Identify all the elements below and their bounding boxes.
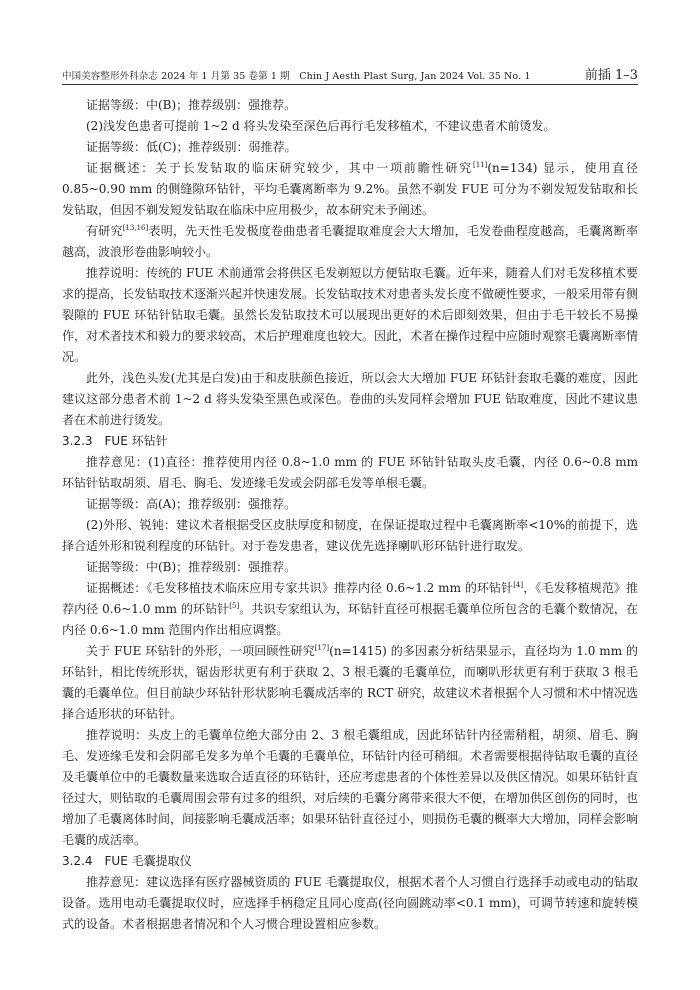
evidence-summary-paragraph (62, 578, 638, 641)
section-heading: 3.2.3 FUE 环钻针 (62, 434, 168, 448)
text-run: (n=1415) 的多因素分析结果显示，直径均为 1.0 mm 的环钻针，相比传统形状，锯齿形状更有利于获取 2、3 根毛囊的毛囊单位，而喇叭形状更有利于获取 3 根毛囊的毛囊单位。但目前缺少环钻针形状影响毛囊成活率的 RCT 研究，故建议术者根据个人习惯和术中情况选择合适形状的环钻针。 (62, 644, 638, 721)
text-run: 证据概述：《毛发移植技术临床应用专家共识》推荐内径 0.6~1.2 mm 的环钻针 (86, 581, 514, 595)
body-paragraph: 此外，浅色头发(尤其是白发)由于和皮肤颜色接近，所以会大大增加 FUE 环钻针套取毛囊的难度，因此建议这部分患者术前 1~2 d 将头发染至黑色或深色。卷曲的头发同样会增加 FUE 钻取难度，因此不建议患者在术前进行烫发。 (62, 371, 638, 427)
header-rule (62, 84, 638, 85)
evidence-summary-paragraph (62, 158, 638, 221)
citation-ref: [17] (314, 644, 330, 652)
text-run: 关于 FUE 环钻针的外形，一项回顾性研究 (86, 644, 315, 658)
running-header (62, 64, 638, 83)
text-run: 。共识专家组认为，环钻针直径可根据毛囊单位所包含的毛囊个数情况，在内径 0.6~1.0 mm 范围内作出相应调整。 (62, 602, 638, 637)
body-paragraph (62, 641, 638, 725)
citation-ref: [13,16] (122, 224, 149, 232)
text-run: 有研究 (86, 224, 123, 238)
body-paragraph (62, 221, 638, 263)
citation-ref: [5] (229, 602, 240, 610)
text-run: ，《毛发移植规范》推荐内径 0.6~1.0 mm 的环钻针 (62, 581, 638, 616)
text-run: 证据概述：关于长发钻取的临床研究较少，其中一项前瞻性研究 (86, 161, 473, 175)
recommendation-paragraph: 推荐意见：(1)直径：推荐使用内径 0.8~1.0 mm 的 FUE 环钻针钻取头皮毛囊，内径 0.6~0.8 mm 环钻针钻取胡须、眉毛、胸毛、发迹缘毛发或会阴部毛发等单根毛囊。 (62, 455, 638, 490)
evidence-level-paragraph: 证据等级：中(B)；推荐级别：强推荐。 (86, 98, 297, 112)
text-run: (n=134) 显示，使用直径 0.85~0.90 mm 的侧缝隙环钻针，平均毛囊离断率为 9.2%。虽然不剃发 FUE 可分为不剃发短发钻取和长发钻取，但因不剃发短发钻取在临床中应用极少，故本研究未予阐述。 (62, 161, 638, 217)
evidence-level-paragraph: 证据等级：高(A)；推荐级别：强推荐。 (86, 497, 297, 511)
page-label: 前插 1–3 (584, 68, 638, 83)
recommendation-paragraph: 推荐意见：建议选择有医疗器械资质的 FUE 毛囊提取仪，根据术者个人习惯自行选择手动或电动的钻取设备。选用电动毛囊提取仪时，应选择手柄稳定且同心度高(径向圆跳动率<0.1 mm)，可调节转速和旋转模式的设备。术者根据患者情况和个人习惯合理设置相应参数。 (62, 875, 638, 931)
citation-ref: [4] (513, 581, 524, 589)
text-run: 表明，先天性毛发极度卷曲患者毛囊提取难度会大大增加，毛发卷曲程度越高，毛囊离断率越高，波浪形卷曲影响较小。 (62, 224, 638, 259)
recommendation-note-paragraph: 推荐说明：头皮上的毛囊单位绝大部分由 2、3 根毛囊组成，因此环钻针内径需稍粗，胡须、眉毛、胸毛、发迹缘毛发和会阴部毛发多为单个毛囊的毛囊单位，环钻针内径可稍细。术者需要根据待钻取毛囊的直径及毛囊单位中的毛囊数量来选取合适直径的环钻针，还应考虑患者的个体性差异以及供区情况。如果环钻针直径过大，则钻取的毛囊周围会带有过多的组织，对后续的毛囊分离带来很大不便，在增加供区创伤的同时，也增加了毛囊离体时间，间接影响毛囊成活率；如果环钻针直径过小，则损伤毛囊的概率大大增加，同样会影响毛囊的成活率。 (62, 728, 639, 847)
section-heading: 3.2.4 FUE 毛囊提取仪 (62, 854, 192, 868)
article-body (62, 95, 638, 935)
evidence-level-paragraph: 证据等级：低(C)；推荐级别：弱推荐。 (86, 140, 297, 154)
journal-citation: 中国美容整形外科杂志 2024 年 1 月第 35 卷第 1 期 Chin J Aesth Plast Surg, Jan 2024 Vol. 35 No. 1 (62, 71, 531, 82)
citation-ref: [11] (473, 161, 488, 169)
recommendation-note-paragraph: 推荐说明：传统的 FUE 术前通常会将供区毛发剃短以方便钻取毛囊。近年来，随着人们对毛发移植术要求的提高，长发钻取技术逐渐兴起并快速发展。长发钻取技术对患者头发长度不做硬性要求，一般采用带有侧裂隙的 FUE 环钻针钻取毛囊。虽然长发钻取技术可以展现出更好的术后即刻效果，但由于毛干较长不易操作，对术者技术和毅力的要求较高，术后护理难度也较大。因此，术者在操作过程中应随时观察毛囊离断率情况。 (62, 266, 639, 364)
recommendation-paragraph: (2)浅发色患者可提前 1~2 d 将头发染至深色后再行毛发移植术，不建议患者术前烫发。 (86, 119, 556, 133)
recommendation-paragraph: (2)外形、锐钝：建议术者根据受区皮肤厚度和韧度，在保证提取过程中毛囊离断率<10%的前提下，选择合适外形和锐利程度的环钻针。对于卷发患者，建议优先选择喇叭形环钻针进行取发。 (62, 518, 638, 553)
evidence-level-paragraph: 证据等级：中(B)；推荐级别：强推荐。 (86, 560, 297, 574)
